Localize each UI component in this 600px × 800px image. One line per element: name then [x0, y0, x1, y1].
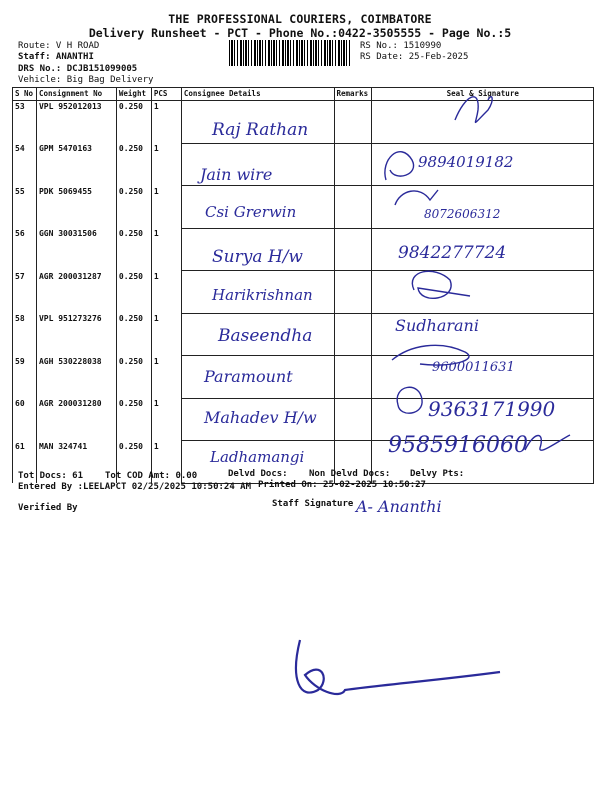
- col-consignee: Consignee Details: [181, 88, 334, 101]
- vehicle: Vehicle: Big Bag Delivery: [18, 75, 154, 85]
- pcs-cell: 1: [151, 101, 181, 144]
- weight-cell: 0.250: [116, 271, 151, 314]
- signature-mark: [395, 190, 438, 205]
- col-weight: Weight: [116, 88, 151, 101]
- sno-cell: 56: [13, 228, 37, 271]
- consignment-cell: PDK 5069455: [36, 186, 116, 229]
- signature-mark: [397, 387, 422, 413]
- consignee-name: Ladhamangi: [210, 448, 305, 466]
- consignment-cell: AGR 200031287: [36, 271, 116, 314]
- consignment-cell: VPL 951273276: [36, 313, 116, 356]
- drs-number: DRS No.: DCJB151099005: [18, 64, 138, 74]
- verifier-signature: [296, 640, 500, 694]
- tot-docs: Tot Docs: 61: [18, 471, 84, 481]
- consignment-cell: MAN 324741: [36, 441, 116, 484]
- signature-scribbles: [296, 97, 570, 694]
- weight-cell: 0.250: [116, 143, 151, 186]
- weight-cell: 0.250: [116, 101, 151, 144]
- consignee-name: Mahadev H/w: [204, 408, 317, 427]
- signature-text: 9894019182: [418, 153, 514, 171]
- consignment-cell: AGR 200031280: [36, 398, 116, 441]
- printed-on: Printed On: 25-02-2025 10:50:27: [258, 480, 426, 490]
- signature-mark: [412, 271, 470, 298]
- sno-cell: 60: [13, 398, 37, 441]
- pcs-cell: 1: [151, 271, 181, 314]
- rs-date: RS Date: 25-Feb-2025: [360, 52, 469, 62]
- signature-text: 9842277724: [398, 243, 507, 263]
- consignment-cell: AGH 530228038: [36, 356, 116, 399]
- pcs-cell: 1: [151, 398, 181, 441]
- signature-text: 9363171990: [428, 397, 556, 421]
- delvy-pts: Delvy Pts:: [410, 469, 465, 479]
- pcs-cell: 1: [151, 313, 181, 356]
- col-consignment: Consignment No: [36, 88, 116, 101]
- pcs-cell: 1: [151, 441, 181, 484]
- runsheet-subtitle: Delivery Runsheet - PCT - Phone No.:0422-3505555 - Page No.:5: [88, 26, 512, 40]
- sno-cell: 54: [13, 143, 37, 186]
- verified-by: Verified By: [18, 503, 78, 513]
- signature-mark: [455, 97, 492, 123]
- col-pcs: PCS: [151, 88, 181, 101]
- weight-cell: 0.250: [116, 313, 151, 356]
- pcs-cell: 1: [151, 186, 181, 229]
- pcs-cell: 1: [151, 143, 181, 186]
- consignee-name: Baseendha: [218, 326, 313, 346]
- consignment-cell: VPL 952012013: [36, 101, 116, 144]
- company-title: THE PROFESSIONAL COURIERS, COIMBATORE: [168, 12, 432, 26]
- weight-cell: 0.250: [116, 356, 151, 399]
- consignee-name: Paramount: [204, 367, 293, 386]
- consignee-name: Harikrishnan: [212, 286, 313, 304]
- col-sno: S No: [13, 88, 37, 101]
- signature-mark: [525, 435, 570, 450]
- consignee-name: Raj Rathan: [212, 120, 309, 140]
- col-seal-signature: Seal & Signature: [372, 88, 594, 101]
- weight-cell: 0.250: [116, 398, 151, 441]
- tot-cod-amt: Tot COD Amt: 0.00: [105, 471, 198, 481]
- rs-number: RS No.: 1510990: [360, 41, 442, 51]
- sno-cell: 58: [13, 313, 37, 356]
- pcs-cell: 1: [151, 228, 181, 271]
- sno-cell: 57: [13, 271, 37, 314]
- weight-cell: 0.250: [116, 441, 151, 484]
- signature-text: 8072606312: [424, 207, 501, 221]
- weight-cell: 0.250: [116, 186, 151, 229]
- consignee-name: Csi Grerwin: [205, 203, 297, 221]
- delvd-docs: Delvd Docs:: [228, 469, 288, 479]
- staff: Staff: ANANTHI: [18, 52, 94, 62]
- signature-text: Sudharani: [395, 316, 479, 335]
- entered-by: Entered By :LEELAPCT 02/25/2025 10:50:24 AM: [18, 482, 251, 492]
- pcs-cell: 1: [151, 356, 181, 399]
- consignee-name: Surya H/w: [212, 247, 303, 267]
- col-remarks: Remarks: [334, 88, 372, 101]
- consignee-name: Jain wire: [200, 165, 273, 184]
- signature-text: 9585916060: [388, 433, 528, 458]
- weight-cell: 0.250: [116, 228, 151, 271]
- sno-cell: 59: [13, 356, 37, 399]
- non-delvd-docs: Non Delvd Docs:: [309, 469, 391, 479]
- signature-text: 9600011631: [432, 360, 515, 375]
- signature-mark: [385, 152, 414, 180]
- sno-cell: 55: [13, 186, 37, 229]
- staff-signature-text: A- Ananthi: [356, 497, 442, 516]
- route: Route: V H ROAD: [18, 41, 100, 51]
- sno-cell: 61: [13, 441, 37, 484]
- consignment-cell: GPM 5470163: [36, 143, 116, 186]
- sno-cell: 53: [13, 101, 37, 144]
- consignment-cell: GGN 30031506: [36, 228, 116, 271]
- staff-signature-label: Staff Signature: [272, 499, 354, 509]
